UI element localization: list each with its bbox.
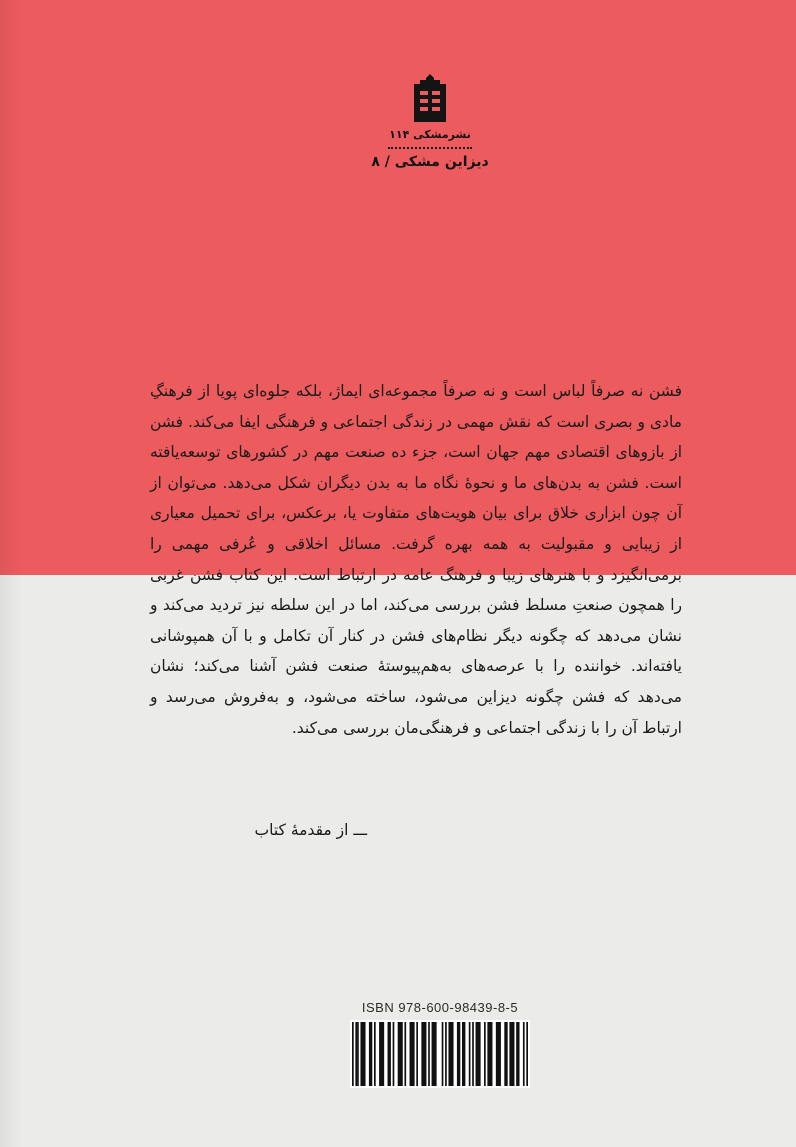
publisher-name: نشرمشکی ۱۱۴ bbox=[389, 128, 471, 141]
barcode-bar bbox=[484, 1022, 486, 1086]
blurb-source: ـــ از مقدمهٔ کتاب bbox=[254, 821, 367, 839]
barcode-bar bbox=[421, 1022, 426, 1086]
barcode-bar bbox=[523, 1022, 525, 1086]
isbn-number: ISBN 978-600-98439-8-5 bbox=[361, 1000, 519, 1015]
barcode-bar bbox=[462, 1022, 465, 1086]
barcode-bar bbox=[360, 1022, 365, 1086]
barcode-bar bbox=[404, 1022, 406, 1086]
barcode-bar bbox=[472, 1022, 474, 1086]
barcode-bar bbox=[469, 1022, 471, 1086]
barcode-bar bbox=[476, 1022, 481, 1086]
publisher-logo-icon bbox=[410, 72, 450, 124]
barcode-bar bbox=[428, 1022, 430, 1086]
barcode-bar bbox=[393, 1022, 395, 1086]
barcode-bar bbox=[516, 1022, 519, 1086]
barcode-bar bbox=[445, 1022, 447, 1086]
barcode-bar bbox=[379, 1022, 384, 1086]
barcode-bar bbox=[374, 1022, 376, 1086]
dotted-divider bbox=[388, 147, 472, 149]
barcode-bar bbox=[509, 1022, 514, 1086]
barcode-bar bbox=[410, 1022, 415, 1086]
barcode-bar bbox=[496, 1022, 501, 1086]
blurb-paragraph: فشن نه صرفاً لباس است و نه صرفاً مجموعه‌ای ایماژ، بلکه جلوه‌ای پویا از فرهنگِ مادی و بصری است که نقش مهمی در زندگی اجتماعی و فرهنگی ایفا می‌کند. فشن از بازوهای اقتصادی مهم جهان است، جزء ده صنعت مهم در کشورهای توسعه‌یافته است. فشن به بدن‌های ما و نحوهٔ نگاه ما به بدن دیگران شکل می‌دهد. می‌توان از آن چون ابزاری خلاق برای بیان هویت‌های متفاوت یا، برعکس، برای تحمیل معیاری از زیبایی و مقبولیت به همه بهره گرفت. مسائل اخلاقی و عُرفی مهمی را برمی‌انگیزد و با هنرهای زیبا و فرهنگ عامه در ارتباط است. این کتاب فشن غربی را همچون صنعتِ مسلط فشن بررسی می‌کند، اما در این سلطه نیز تردید می‌کند و نشان می‌دهد که چگونه دیگر نظام‌های فشن در کنار آن تکامل و با آن همپوشانی یافته‌اند. خواننده را با عرصه‌های به‌هم‌پیوستهٔ صنعت فشن آشنا می‌کند؛ نشان می‌دهد که فشن چگونه دیزاین می‌شود، ساخته می‌شود، و به‌فروش می‌رسد و ارتباط آن را با زندگی اجتماعی و فرهنگی‌مان بررسی می‌کند. bbox=[150, 382, 682, 737]
barcode-bar bbox=[448, 1022, 453, 1086]
barcode-bar bbox=[357, 1022, 359, 1086]
barcode-bar bbox=[504, 1022, 507, 1086]
barcode-bar bbox=[398, 1022, 403, 1086]
isbn-block bbox=[350, 1000, 530, 1088]
spine-shadow bbox=[0, 0, 22, 1147]
back-cover-blurb bbox=[150, 376, 682, 743]
barcode-bar bbox=[416, 1022, 418, 1086]
barcode-bar bbox=[369, 1022, 372, 1086]
barcode bbox=[350, 1020, 530, 1088]
publisher-block bbox=[350, 72, 510, 171]
barcode-bar bbox=[526, 1022, 528, 1086]
barcode-bar bbox=[388, 1022, 391, 1086]
barcode-bar bbox=[457, 1022, 460, 1086]
barcode-bar bbox=[442, 1022, 444, 1086]
barcode-bar bbox=[352, 1022, 354, 1086]
barcode-bar bbox=[355, 1022, 357, 1086]
barcode-bar bbox=[432, 1022, 437, 1086]
series-title: دیزاین مشکی / ۸ bbox=[371, 154, 489, 170]
barcode-bar bbox=[487, 1022, 492, 1086]
